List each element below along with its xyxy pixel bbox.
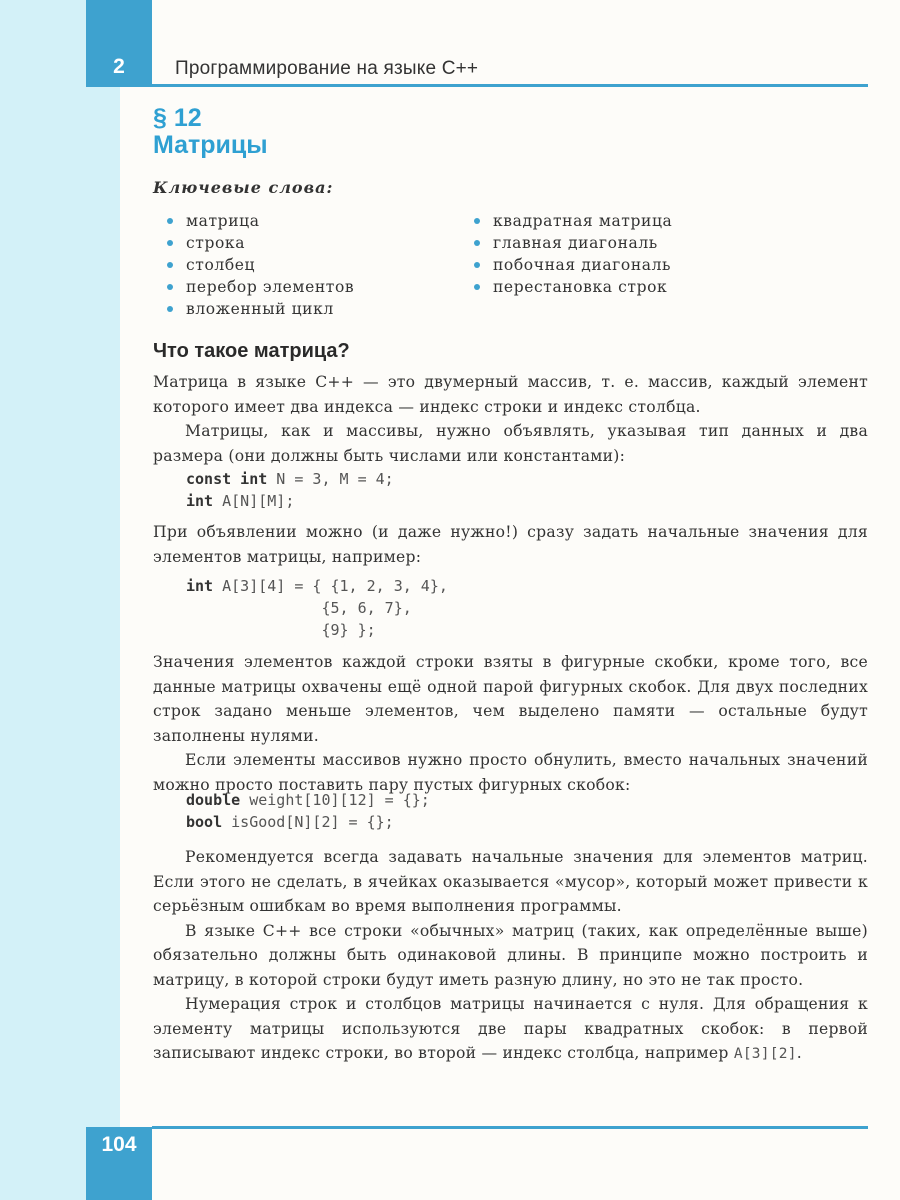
keyword-text: перестановка строк [493, 278, 668, 296]
paragraph: В языке C++ все строки «обычных» матриц (таких, как определённые выше) обязательно должны быть одинаковой длины. В принципе можно построить и матрицу, в которой строки будут иметь разную длину, но это не так просто. [153, 921, 868, 989]
keyword-item [167, 210, 354, 232]
left-margin-panel-lower [0, 1127, 86, 1200]
code-keyword: bool [186, 813, 223, 831]
keyword-text: строка [186, 234, 246, 252]
running-header-title: Программирование на языке C++ [175, 58, 479, 79]
bullet-icon [167, 306, 173, 312]
paragraph-text: Нумерация строк и столбцов матрицы начинается с нуля. Для обращения к элементу матрицы используются две пары квадратных скобок: в первой записывают индекс строки, во второй — индекс столбца, например [153, 995, 868, 1062]
paragraph: Значения элементов каждой строки взяты в фигурные скобки, кроме того, все данные матрицы охвачены ещё одной парой фигурных скобок. Для двух последних строк задано меньше элементов, чем выделено памяти — остальные будут заполнены нулями. [153, 653, 868, 745]
left-margin-panel [0, 0, 120, 1127]
section-number: § 12 [153, 104, 202, 132]
paragraph: Если элементы массивов нужно просто обнулить, вместо начальных значений можно просто поставить пару пустых фигурных скобок: [153, 751, 868, 794]
keywords-list-left [167, 210, 354, 320]
chapter-number-badge: 2 [86, 0, 152, 87]
code-text: A[N][M]; [213, 492, 295, 510]
keyword-text: вложенный цикл [186, 300, 334, 318]
header-rule [152, 84, 868, 87]
bullet-icon [474, 284, 480, 290]
code-block-initialization [186, 575, 448, 641]
bullet-icon [474, 240, 480, 246]
paragraph-text: . [796, 1044, 802, 1062]
keyword-text: матрица [186, 212, 260, 230]
paragraph: Матрица в языке C++ — это двумерный массив, т. е. массив, каждый элемент которого имеет два индекса — индекс строки и индекс столбца. [153, 373, 868, 416]
bullet-icon [474, 218, 480, 224]
page-number: 104 [86, 1127, 152, 1200]
keyword-item [474, 254, 672, 276]
keywords-label: Ключевые слова: [153, 178, 334, 197]
keyword-item [167, 254, 354, 276]
code-keyword: int [186, 577, 214, 595]
subheading: Что такое матрица? [153, 340, 350, 362]
keyword-item [167, 232, 354, 254]
bullet-icon [167, 284, 173, 290]
section-title: Матрицы [153, 131, 268, 159]
paragraph-group-4 [153, 845, 868, 1067]
paragraph: Матрицы, как и массивы, нужно объявлять, указывая тип данных и два размера (они должны быть числами или константами): [153, 422, 868, 465]
paragraph: При объявлении можно (и даже нужно!) сразу задать начальные значения для элементов матрицы, например: [153, 523, 868, 566]
keyword-item [474, 210, 672, 232]
bullet-icon [474, 262, 480, 268]
code-text: isGood[N][2] = {}; [222, 813, 394, 831]
keyword-text: главная диагональ [493, 234, 658, 252]
footer-rule [152, 1126, 868, 1129]
keyword-text: квадратная матрица [493, 212, 673, 230]
code-text: weight[10][12] = {}; [240, 791, 430, 809]
paragraph: Рекомендуется всегда задавать начальные значения для элементов матриц. Если этого не сделать, в ячейках оказывается «мусор», который может привести к серьёзным ошибкам во время выполнения программы. [153, 848, 868, 915]
paragraph-group-2 [153, 520, 868, 569]
keyword-item [167, 276, 354, 298]
code-text: N = 3, M = 4; [267, 470, 394, 488]
code-text: A[3][4] = { {1, 2, 3, 4}, [213, 577, 448, 595]
keyword-text: побочная диагональ [493, 256, 672, 274]
paragraph-group-1 [153, 370, 868, 468]
bullet-icon [167, 218, 173, 224]
paragraph-group-3 [153, 650, 868, 797]
keyword-item [167, 298, 354, 320]
keyword-text: перебор элементов [186, 278, 355, 296]
code-keyword: const int [186, 470, 268, 488]
keyword-item [474, 232, 672, 254]
code-block-zero-init [186, 789, 430, 833]
code-block-declaration [186, 468, 394, 512]
bullet-icon [167, 240, 173, 246]
paragraph [153, 992, 868, 1067]
inline-code: A[3][2] [733, 1046, 797, 1062]
code-keyword: int [186, 492, 214, 510]
keyword-item [474, 276, 672, 298]
bullet-icon [167, 262, 173, 268]
code-text: {5, 6, 7}, [186, 599, 412, 617]
code-keyword: double [186, 791, 241, 809]
keywords-list-right [474, 210, 672, 298]
keyword-text: столбец [186, 256, 256, 274]
code-text: {9} }; [186, 621, 376, 639]
